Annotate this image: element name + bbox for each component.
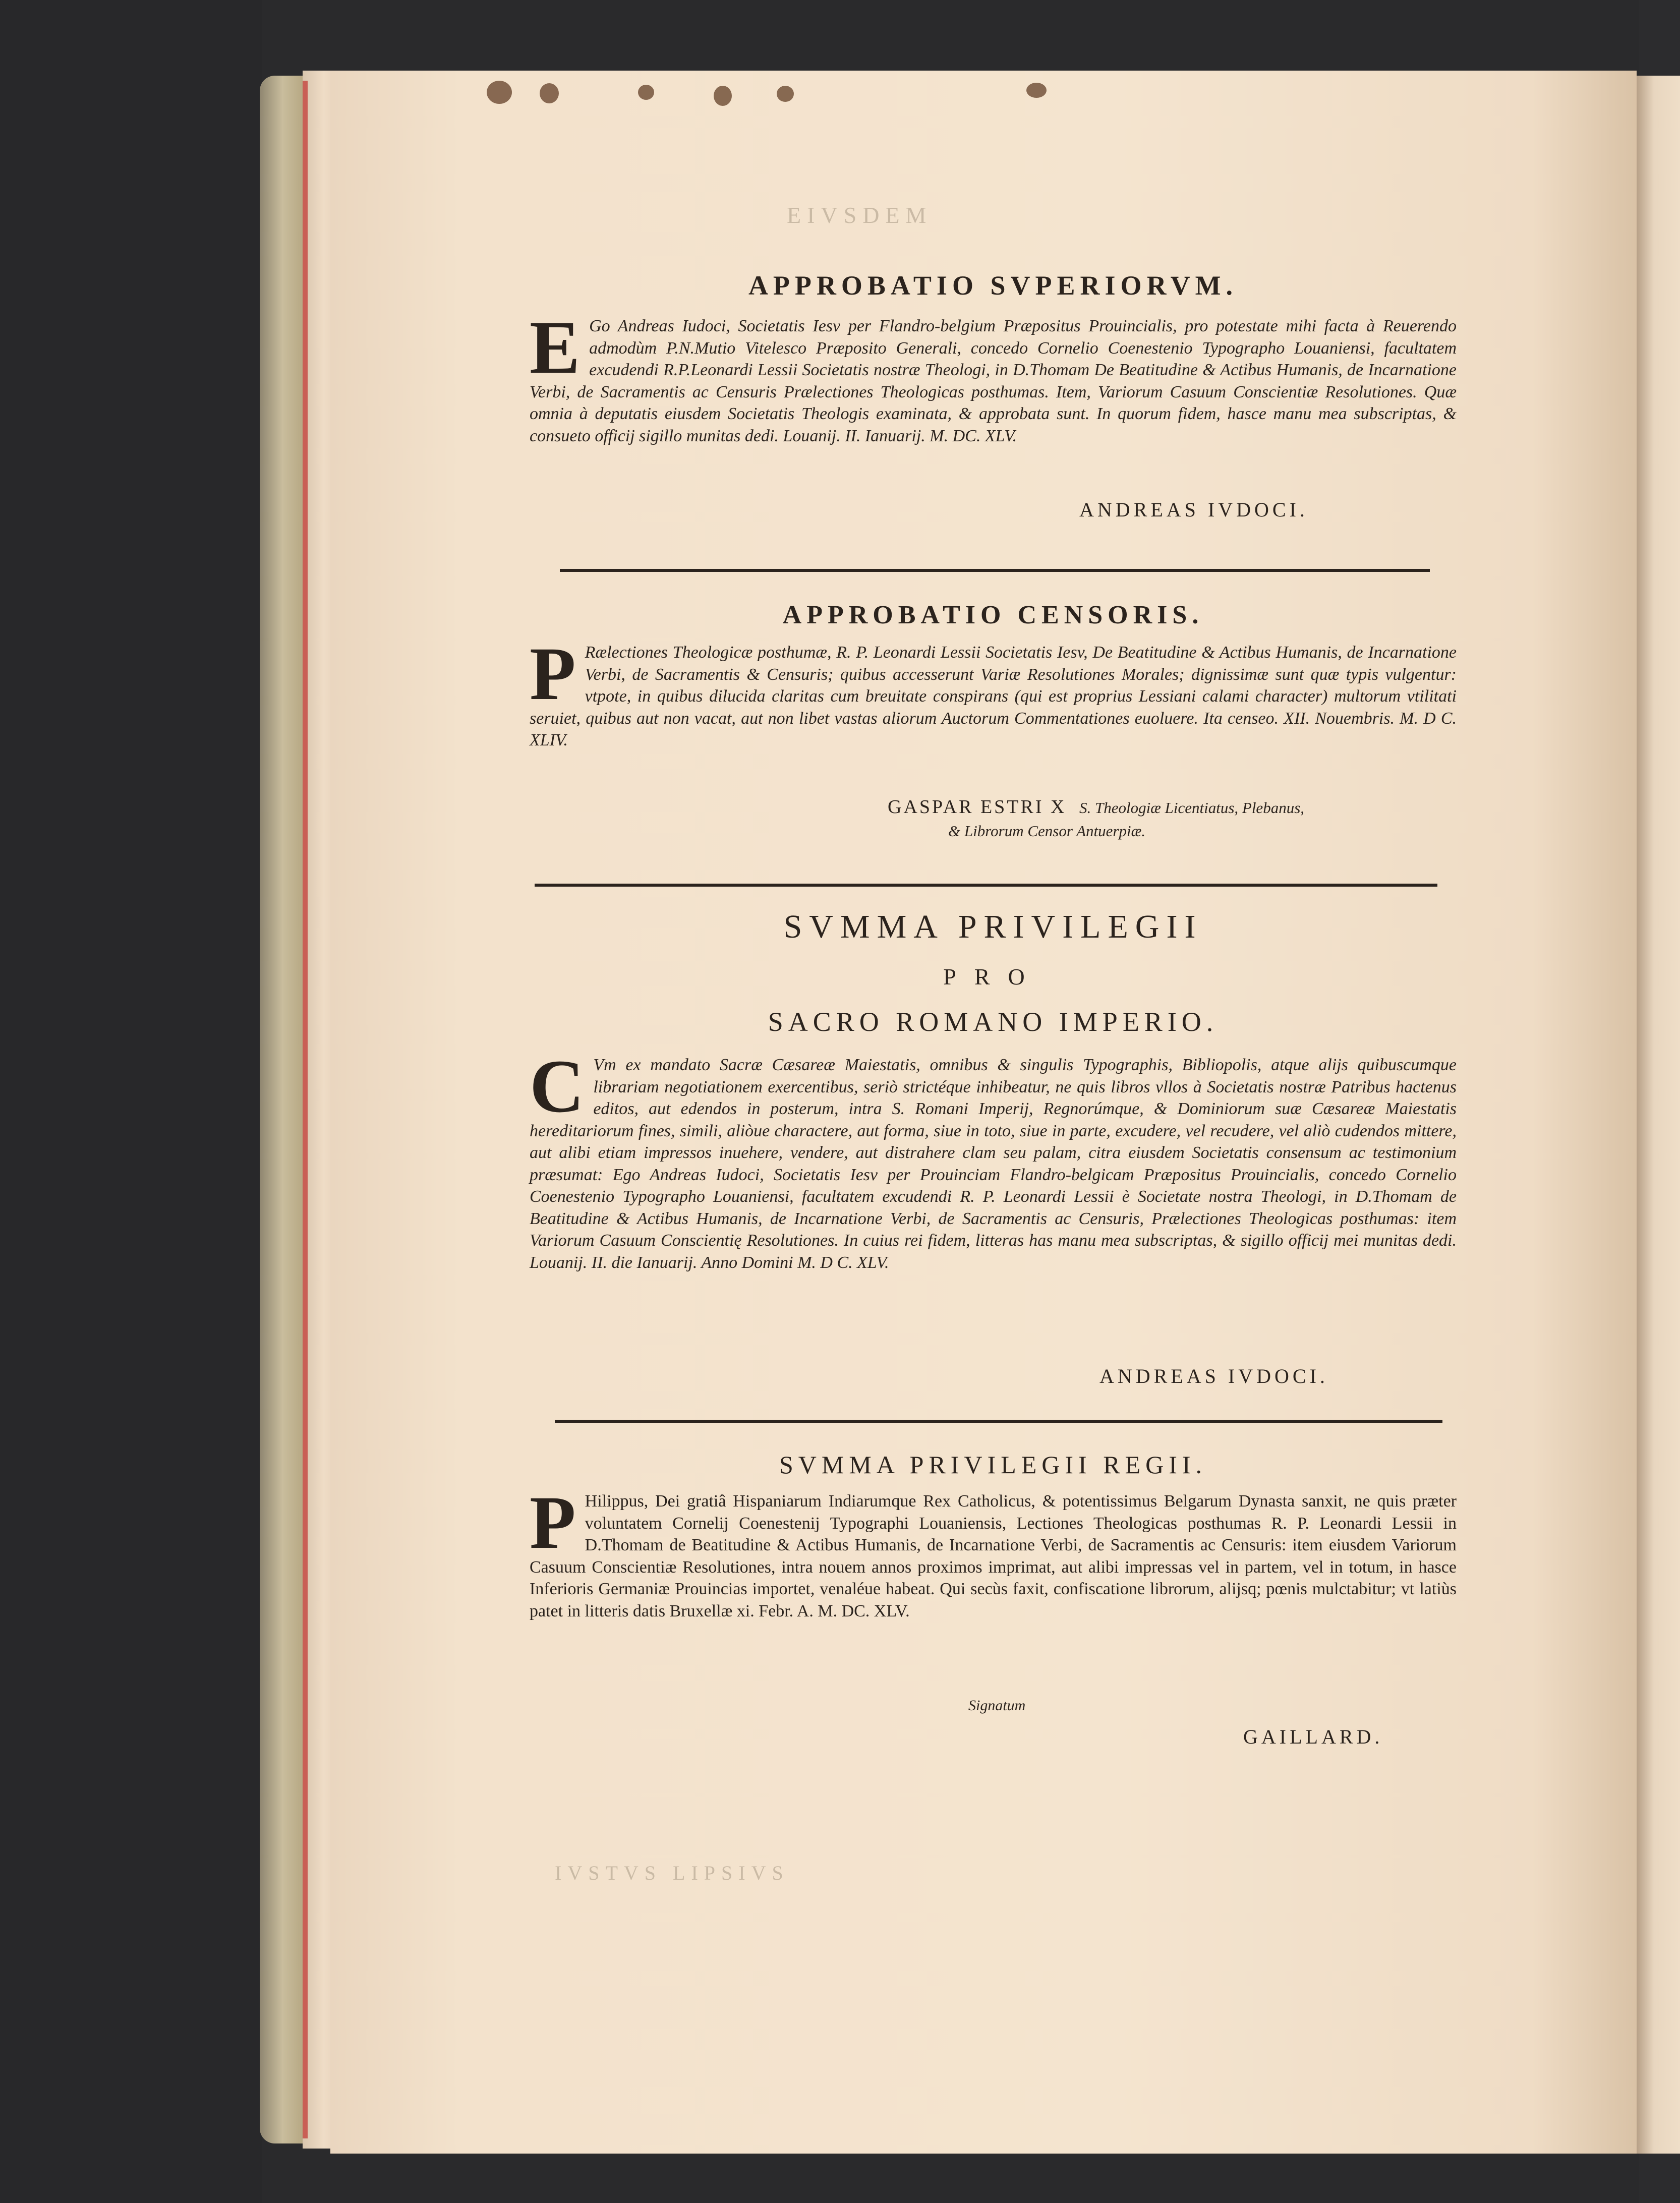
facing-page-edge xyxy=(1637,76,1680,2154)
ink-stain xyxy=(487,81,512,104)
background-left xyxy=(0,0,262,2203)
signature: ANDREAS IVDOCI. xyxy=(1099,1365,1328,1387)
censor-name: GASPAR ESTRI X xyxy=(888,796,1067,818)
sacro-romano-imperio-heading: SACRO ROMANO IMPERIO. xyxy=(768,1007,1219,1037)
censor-title-line-2: & Librorum Censor Antuerpiæ. xyxy=(948,822,1145,840)
ink-stain xyxy=(1026,83,1047,98)
signature: ANDREAS IVDOCI. xyxy=(1079,498,1308,521)
censor-title: S. Theologiæ Licentiatus, Plebanus, xyxy=(1079,799,1305,817)
paragraph-body: Rælectiones Theologicæ posthumæ, R. P. Leonardi Lessii Societatis Iesv, De Beatitudine & Actibus Humanis, de Incarnatione Verbi, de Sacramentis & Censuris; quibus accesserunt Variæ Resolutiones Morales; dignissimæ sunt quæ typis vulgentur: vtpote, in quibus dilucida claritas cum breuitate conspirans (qui est proprius Lessiani calami character) multorum vtilitati seruiet, quibus aut non vacat, aut non libet vastas aliorum Auctorum Commentationes euoluere. Ita censeo. XII. Nouembris. M. D C. XLIV. xyxy=(530,643,1457,749)
ink-stain xyxy=(714,86,732,106)
drop-cap: E xyxy=(530,306,581,389)
divider-rule xyxy=(560,569,1430,572)
divider-rule xyxy=(555,1420,1442,1423)
approbatio-superiorum-text xyxy=(530,306,1457,447)
approbatio-superiorum-heading: APPROBATIO SVPERIORVM. xyxy=(748,270,1238,301)
ink-stain xyxy=(540,83,559,103)
drop-cap: C xyxy=(530,1045,585,1128)
censor-signature xyxy=(888,796,1304,818)
paragraph-body: Go Andreas Iudoci, Societatis Iesv per Flandro-belgium Præpositus Prouincialis, pro potestate mihi facta à Reuerendo admodùm P.N.Mutio Vitelesco Præposito Generali, concedo Cornelio Coenestenio Typographo Louaniensi, facultatem excudendi R.P.Leonardi Lessii Societatis nostræ Theologi, in D.Thomam De Beatitudine & Actibus Humanis, de Incarnatione Verbi, de Sacramentis ac Censuris Prælectiones Theologicas posthumas. Item, Variorum Casuum Conscientiæ Resolutiones. Quæ omnia à deputatis eiusdem Societatis Theologis examinata, & approbata sunt. In quorum fidem, hasce manu mea subscriptas, & consueto officij sigillo munitas dedi. Louanij. II. Ianuarij. M. DC. XLV. xyxy=(530,317,1457,445)
ink-stain xyxy=(638,85,654,100)
summa-privilegii-heading: SVMMA PRIVILEGII xyxy=(783,908,1203,945)
pro-heading: PRO xyxy=(943,964,1043,990)
signatum-label: Signatum xyxy=(968,1697,1026,1714)
approbatio-censoris-heading: APPROBATIO CENSORIS. xyxy=(782,601,1204,629)
summa-privilegii-imperio-text xyxy=(530,1045,1457,1273)
approbatio-censoris-text xyxy=(530,632,1457,751)
bleed-through-text: EIVSDEM xyxy=(787,202,933,228)
bleed-through-text: IVSTVS LIPSIVS xyxy=(555,1862,789,1884)
signature: GAILLARD. xyxy=(1243,1725,1383,1748)
red-page-edge xyxy=(303,81,308,2138)
drop-cap: P xyxy=(530,632,576,716)
ink-stain xyxy=(777,86,794,102)
paragraph-body: Hilippus, Dei gratiâ Hispaniarum Indiarumque Rex Catholicus, & potentissimus Belgarum Dynasta sanxit, ne quis præter voluntatem Cornelij Coenestenij Typographi Louaniensis, Lectiones Theologicas posthumas R. P. Leonardi Lessii in D.Thomam de Beatitudine & Actibus Humanis, de Incarnatione Verbi, de Sacramentis ac Censuris: item eiusdem Variorum Casuum Conscientiæ Resolutiones, intra nouem annos proximos imprimat, aut alibi impressas vel in partem, vel in totum, in hasce Inferioris Germaniæ Prouincias importet, venaléue habeat. Qui secùs faxit, confiscatione librorum, alijsq; pœnis mulctabitur; vt latiùs patet in litteris datis Bruxellæ xi. Febr. A. M. DC. XLV. xyxy=(530,1492,1457,1620)
summa-privilegii-regii-text xyxy=(530,1481,1457,1622)
summa-privilegii-regii-heading: SVMMA PRIVILEGII REGII. xyxy=(779,1451,1207,1479)
paragraph-body: Vm ex mandato Sacræ Cæsareæ Maiestatis, omnibus & singulis Typographis, Bibliopolis, atque alijs quibuscumque librariam negotiationem exercentibus, seriò strictéque inhibeatur, ne quis libros vllos à Societatis nostræ Patribus hactenus editos, aut edendos in posterum, intra S. Romani Imperij, Regnorúmque, & Dominiorum suæ Cæsareæ Maiestatis hereditariorum fines, simili, aliòue charactere, aut forma, siue in toto, siue in parte, excudere, vel recudere, vel aliò cudendos mittere, aut alibi etiam impressos inuehere, vendere, aut distrahere clam seu palam, citra eiusdem Societatis consensum ac testimonium præsumat: Ego Andreas Iudoci, Societatis Iesv per Prouinciam Flandro-belgicam Præpositus Prouincialis, concedo Cornelio Coenestenio Typographo Louaniensi, facultatem excudendi R. P. Leonardi Lessii è Societate nostra Theologi, in D.Thomam de Beatitudine & Actibus Humanis, de Incarnatione Verbi, de Sacramentis ac Censuris, Prælectiones Theologicas posthumas: item Variorum Casuum Conscientię Resolutiones. In cuius rei fidem, litteras has manu mea subscriptas, & sigillo officij mei munitas dedi. Louanij. II. die Ianuarij. Anno Domini M. D C. XLV. xyxy=(530,1056,1457,1272)
drop-cap: P xyxy=(530,1481,576,1564)
divider-rule xyxy=(535,884,1437,887)
